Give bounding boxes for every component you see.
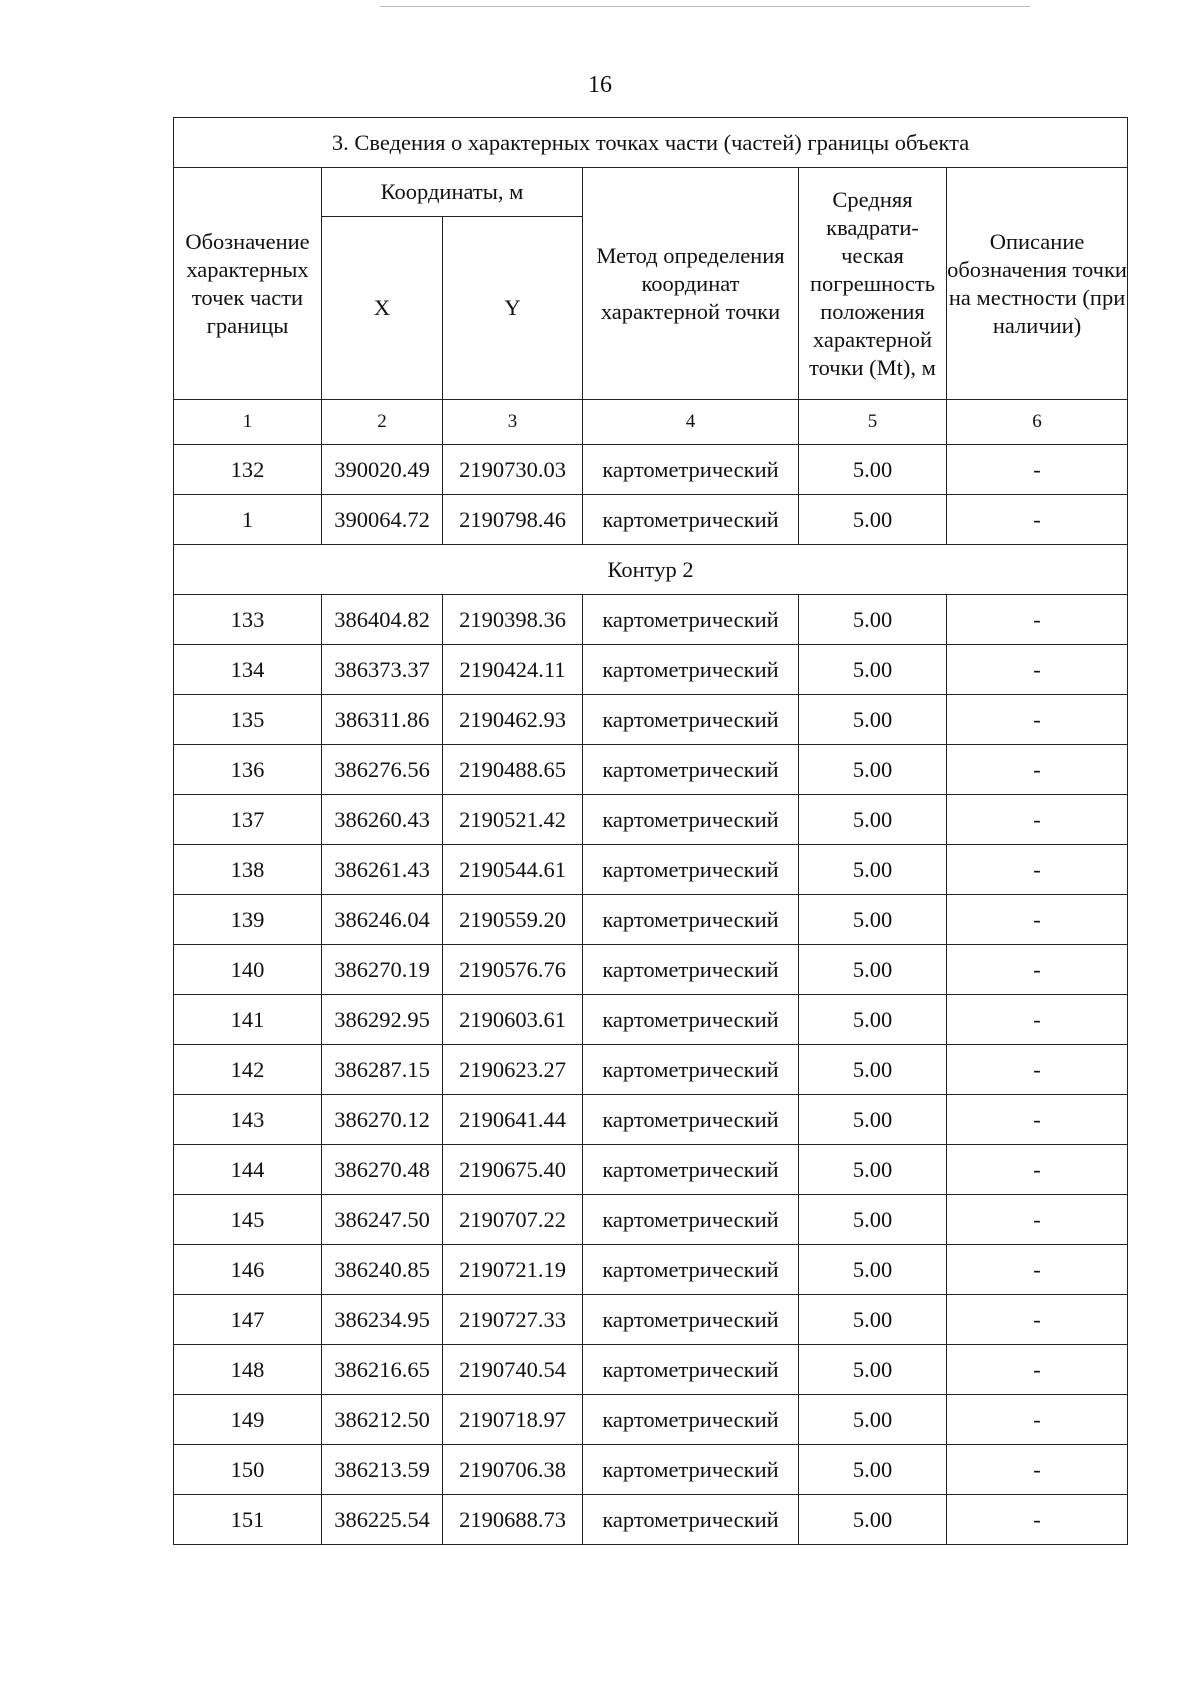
error-cell: 5.00 (799, 1195, 947, 1245)
y-coord-cell: 2190706.38 (443, 1445, 583, 1495)
method-cell: картометрический (583, 645, 799, 695)
description-cell: - (947, 895, 1128, 945)
description-cell: - (947, 1345, 1128, 1395)
y-coord-cell: 2190488.65 (443, 745, 583, 795)
table-row (174, 1095, 1128, 1145)
table-row (174, 645, 1128, 695)
y-coord-cell: 2190641.44 (443, 1095, 583, 1145)
method-cell: картометрический (583, 945, 799, 995)
y-coord-cell: 2190424.11 (443, 645, 583, 695)
column-number: 3 (443, 400, 583, 445)
method-cell: картометрический (583, 1095, 799, 1145)
description-cell: - (947, 845, 1128, 895)
page-number: 16 (588, 72, 612, 98)
header-coordinates: Координаты, м (322, 168, 583, 217)
x-coord-cell: 386404.82 (322, 595, 443, 645)
error-cell: 5.00 (799, 1295, 947, 1345)
point-id-cell: 144 (174, 1145, 322, 1195)
point-id-cell: 146 (174, 1245, 322, 1295)
scan-top-rule (380, 6, 1030, 7)
header-designation: Обозначение характерных точек части границы (174, 168, 322, 400)
method-cell: картометрический (583, 1245, 799, 1295)
table-row (174, 745, 1128, 795)
method-cell: картометрический (583, 495, 799, 545)
description-cell: - (947, 1445, 1128, 1495)
y-coord-cell: 2190603.61 (443, 995, 583, 1045)
header-row-top (174, 168, 1128, 217)
point-id-cell: 147 (174, 1295, 322, 1345)
point-id-cell: 135 (174, 695, 322, 745)
point-id-cell: 148 (174, 1345, 322, 1395)
table-body (174, 118, 1128, 1545)
table-row (174, 1345, 1128, 1395)
y-coord-cell: 2190730.03 (443, 445, 583, 495)
header-description: Описание обозначения точки на местности (при наличии) (947, 168, 1128, 400)
x-coord-cell: 386270.12 (322, 1095, 443, 1145)
point-id-cell: 140 (174, 945, 322, 995)
method-cell: картометрический (583, 995, 799, 1045)
x-coord-cell: 386276.56 (322, 745, 443, 795)
error-cell: 5.00 (799, 645, 947, 695)
error-cell: 5.00 (799, 945, 947, 995)
column-number: 6 (947, 400, 1128, 445)
description-cell: - (947, 795, 1128, 845)
error-cell: 5.00 (799, 795, 947, 845)
table-row (174, 895, 1128, 945)
contour-row (174, 545, 1128, 595)
table-row (174, 495, 1128, 545)
header-method: Метод определения координат характерной точки (583, 168, 799, 400)
table-row (174, 1295, 1128, 1345)
point-id-cell: 151 (174, 1495, 322, 1545)
x-coord-cell: 386213.59 (322, 1445, 443, 1495)
y-coord-cell: 2190688.73 (443, 1495, 583, 1545)
method-cell: картометрический (583, 1295, 799, 1345)
y-coord-cell: 2190398.36 (443, 595, 583, 645)
y-coord-cell: 2190559.20 (443, 895, 583, 945)
description-cell: - (947, 1195, 1128, 1245)
table-row (174, 695, 1128, 745)
x-coord-cell: 386246.04 (322, 895, 443, 945)
table-row (174, 945, 1128, 995)
error-cell: 5.00 (799, 745, 947, 795)
section-title: 3. Сведения о характерных точках части (частей) границы объекта (174, 118, 1128, 168)
header-y: Y (443, 217, 583, 400)
point-id-cell: 132 (174, 445, 322, 495)
x-coord-cell: 386270.48 (322, 1145, 443, 1195)
y-coord-cell: 2190707.22 (443, 1195, 583, 1245)
x-coord-cell: 386225.54 (322, 1495, 443, 1545)
error-cell: 5.00 (799, 695, 947, 745)
table-row (174, 1045, 1128, 1095)
x-coord-cell: 386240.85 (322, 1245, 443, 1295)
x-coord-cell: 390020.49 (322, 445, 443, 495)
description-cell: - (947, 1145, 1128, 1195)
method-cell: картометрический (583, 1045, 799, 1095)
error-cell: 5.00 (799, 1145, 947, 1195)
column-number: 1 (174, 400, 322, 445)
y-coord-cell: 2190623.27 (443, 1045, 583, 1095)
description-cell: - (947, 1045, 1128, 1095)
x-coord-cell: 386234.95 (322, 1295, 443, 1345)
point-id-cell: 139 (174, 895, 322, 945)
method-cell: картометрический (583, 1445, 799, 1495)
table-row (174, 1195, 1128, 1245)
error-cell: 5.00 (799, 1245, 947, 1295)
y-coord-cell: 2190727.33 (443, 1295, 583, 1345)
table-row (174, 1395, 1128, 1445)
point-id-cell: 137 (174, 795, 322, 845)
contour-label: Контур 2 (174, 545, 1128, 595)
table-row (174, 845, 1128, 895)
method-cell: картометрический (583, 695, 799, 745)
x-coord-cell: 386270.19 (322, 945, 443, 995)
method-cell: картометрический (583, 1195, 799, 1245)
table-row (174, 795, 1128, 845)
point-id-cell: 145 (174, 1195, 322, 1245)
point-id-cell: 141 (174, 995, 322, 1045)
table-row (174, 1245, 1128, 1295)
method-cell: картометрический (583, 845, 799, 895)
method-cell: картометрический (583, 745, 799, 795)
column-number: 2 (322, 400, 443, 445)
x-coord-cell: 386287.15 (322, 1045, 443, 1095)
y-coord-cell: 2190721.19 (443, 1245, 583, 1295)
method-cell: картометрический (583, 795, 799, 845)
error-cell: 5.00 (799, 1495, 947, 1545)
column-numbers-row (174, 400, 1128, 445)
description-cell: - (947, 1295, 1128, 1345)
x-coord-cell: 386247.50 (322, 1195, 443, 1245)
y-coord-cell: 2190544.61 (443, 845, 583, 895)
description-cell: - (947, 995, 1128, 1045)
x-coord-cell: 386261.43 (322, 845, 443, 895)
table-row (174, 595, 1128, 645)
description-cell: - (947, 1245, 1128, 1295)
x-coord-cell: 386292.95 (322, 995, 443, 1045)
y-coord-cell: 2190740.54 (443, 1345, 583, 1395)
description-cell: - (947, 745, 1128, 795)
error-cell: 5.00 (799, 895, 947, 945)
description-cell: - (947, 495, 1128, 545)
point-id-cell: 149 (174, 1395, 322, 1445)
description-cell: - (947, 695, 1128, 745)
description-cell: - (947, 645, 1128, 695)
point-id-cell: 142 (174, 1045, 322, 1095)
y-coord-cell: 2190798.46 (443, 495, 583, 545)
table-row (174, 1495, 1128, 1545)
method-cell: картометрический (583, 1395, 799, 1445)
point-id-cell: 136 (174, 745, 322, 795)
error-cell: 5.00 (799, 595, 947, 645)
y-coord-cell: 2190521.42 (443, 795, 583, 845)
point-id-cell: 143 (174, 1095, 322, 1145)
description-cell: - (947, 445, 1128, 495)
x-coord-cell: 386311.86 (322, 695, 443, 745)
method-cell: картометрический (583, 1345, 799, 1395)
y-coord-cell: 2190675.40 (443, 1145, 583, 1195)
error-cell: 5.00 (799, 1095, 947, 1145)
error-cell: 5.00 (799, 1345, 947, 1395)
point-id-cell: 134 (174, 645, 322, 695)
section-title-row (174, 118, 1128, 168)
x-coord-cell: 386373.37 (322, 645, 443, 695)
error-cell: 5.00 (799, 1445, 947, 1495)
method-cell: картометрический (583, 595, 799, 645)
column-number: 5 (799, 400, 947, 445)
error-cell: 5.00 (799, 1395, 947, 1445)
boundary-points-table (173, 117, 1128, 1545)
y-coord-cell: 2190462.93 (443, 695, 583, 745)
table-row (174, 445, 1128, 495)
method-cell: картометрический (583, 895, 799, 945)
error-cell: 5.00 (799, 845, 947, 895)
description-cell: - (947, 1395, 1128, 1445)
table-row (174, 1445, 1128, 1495)
error-cell: 5.00 (799, 995, 947, 1045)
table-row (174, 995, 1128, 1045)
x-coord-cell: 386212.50 (322, 1395, 443, 1445)
y-coord-cell: 2190718.97 (443, 1395, 583, 1445)
header-error: Средняя квадрати-ческая погрешность положения характерной точки (Mt), м (799, 168, 947, 400)
point-id-cell: 138 (174, 845, 322, 895)
description-cell: - (947, 945, 1128, 995)
point-id-cell: 133 (174, 595, 322, 645)
error-cell: 5.00 (799, 1045, 947, 1095)
point-id-cell: 1 (174, 495, 322, 545)
error-cell: 5.00 (799, 495, 947, 545)
y-coord-cell: 2190576.76 (443, 945, 583, 995)
column-number: 4 (583, 400, 799, 445)
description-cell: - (947, 1495, 1128, 1545)
x-coord-cell: 390064.72 (322, 495, 443, 545)
error-cell: 5.00 (799, 445, 947, 495)
method-cell: картометрический (583, 445, 799, 495)
table-row (174, 1145, 1128, 1195)
x-coord-cell: 386260.43 (322, 795, 443, 845)
x-coord-cell: 386216.65 (322, 1345, 443, 1395)
method-cell: картометрический (583, 1495, 799, 1545)
point-id-cell: 150 (174, 1445, 322, 1495)
description-cell: - (947, 595, 1128, 645)
method-cell: картометрический (583, 1145, 799, 1195)
description-cell: - (947, 1095, 1128, 1145)
header-x: X (322, 217, 443, 400)
